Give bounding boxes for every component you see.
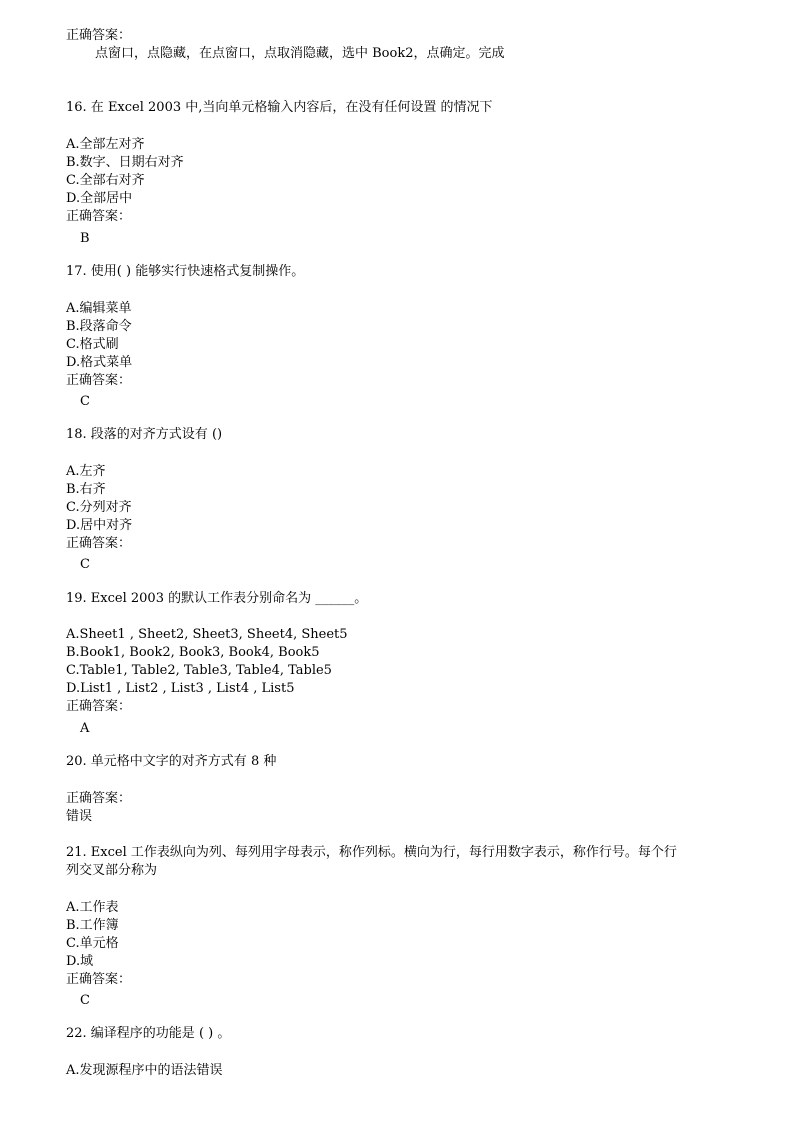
q16-option-d: D.全部居中: [66, 191, 133, 206]
question-19: 19. Excel 2003 的默认工作表分别命名为 ______。: [66, 591, 368, 606]
q22-option-a: A.发现源程序中的语法错误: [66, 1063, 223, 1078]
question-16: 16. 在 Excel 2003 中,当向单元格输入内容后，在没有任何设置 的情况下: [66, 100, 493, 115]
q21-option-c: C.单元格: [66, 936, 119, 951]
question-17: 17. 使用( ) 能够实行快速格式复制操作。: [66, 264, 305, 279]
answer-label: 正确答案：: [66, 28, 132, 43]
q19-option-d: D.List1 , List2 , List3 , List4 , List5: [66, 681, 295, 696]
q18-option-b: B.右齐: [66, 482, 106, 497]
q21-option-d: D.域: [66, 954, 94, 969]
q18-option-c: C.分列对齐: [66, 500, 132, 515]
q18-option-a: A.左齐: [66, 464, 106, 479]
q20-answer-label: 正确答案：: [66, 791, 132, 806]
q21-answer-label: 正确答案：: [66, 972, 132, 987]
q16-option-a: A.全部左对齐: [66, 137, 145, 152]
q19-answer-label: 正确答案：: [66, 699, 132, 714]
q17-option-a: A.编辑菜单: [66, 301, 132, 316]
q21-option-a: A.工作表: [66, 900, 119, 915]
q21-answer: C: [80, 993, 90, 1008]
q17-option-c: C.格式刷: [66, 337, 119, 352]
question-20: 20. 单元格中文字的对齐方式有 8 种: [66, 754, 277, 769]
q19-option-a: A.Sheet1 , Sheet2, Sheet3, Sheet4, Sheet5: [66, 627, 348, 642]
q17-option-b: B.段落命令: [66, 319, 132, 334]
q20-answer: 错误: [66, 809, 93, 824]
question-22: 22. 编译程序的功能是 ( ) 。: [66, 1026, 231, 1041]
q16-answer-label: 正确答案：: [66, 209, 132, 224]
q16-option-c: C.全部右对齐: [66, 173, 145, 188]
q16-option-b: B.数字、日期右对齐: [66, 155, 184, 170]
answer-text: 点窗口，点隐藏，在点窗口，点取消隐藏，选中 Book2，点确定。完成: [95, 46, 505, 61]
q19-option-c: C.Table1, Table2, Table3, Table4, Table5: [66, 663, 332, 678]
question-18: 18. 段落的对齐方式设有 (): [66, 427, 223, 442]
q18-answer: C: [80, 557, 90, 572]
q17-answer: C: [80, 394, 90, 409]
q16-answer: B: [80, 231, 90, 246]
q18-answer-label: 正确答案：: [66, 536, 132, 551]
q18-option-d: D.居中对齐: [66, 518, 133, 533]
question-21-line2: 列交叉部分称为: [66, 863, 158, 878]
q21-option-b: B.工作簿: [66, 918, 119, 933]
q17-answer-label: 正确答案：: [66, 373, 132, 388]
question-21-line1: 21. Excel 工作表纵向为列、每列用字母表示，称作列标。横向为行，每行用数字表示，称作行号。每个行: [66, 845, 677, 860]
q19-answer: A: [80, 721, 90, 736]
q17-option-d: D.格式菜单: [66, 355, 133, 370]
q19-option-b: B.Book1, Book2, Book3, Book4, Book5: [66, 645, 320, 660]
